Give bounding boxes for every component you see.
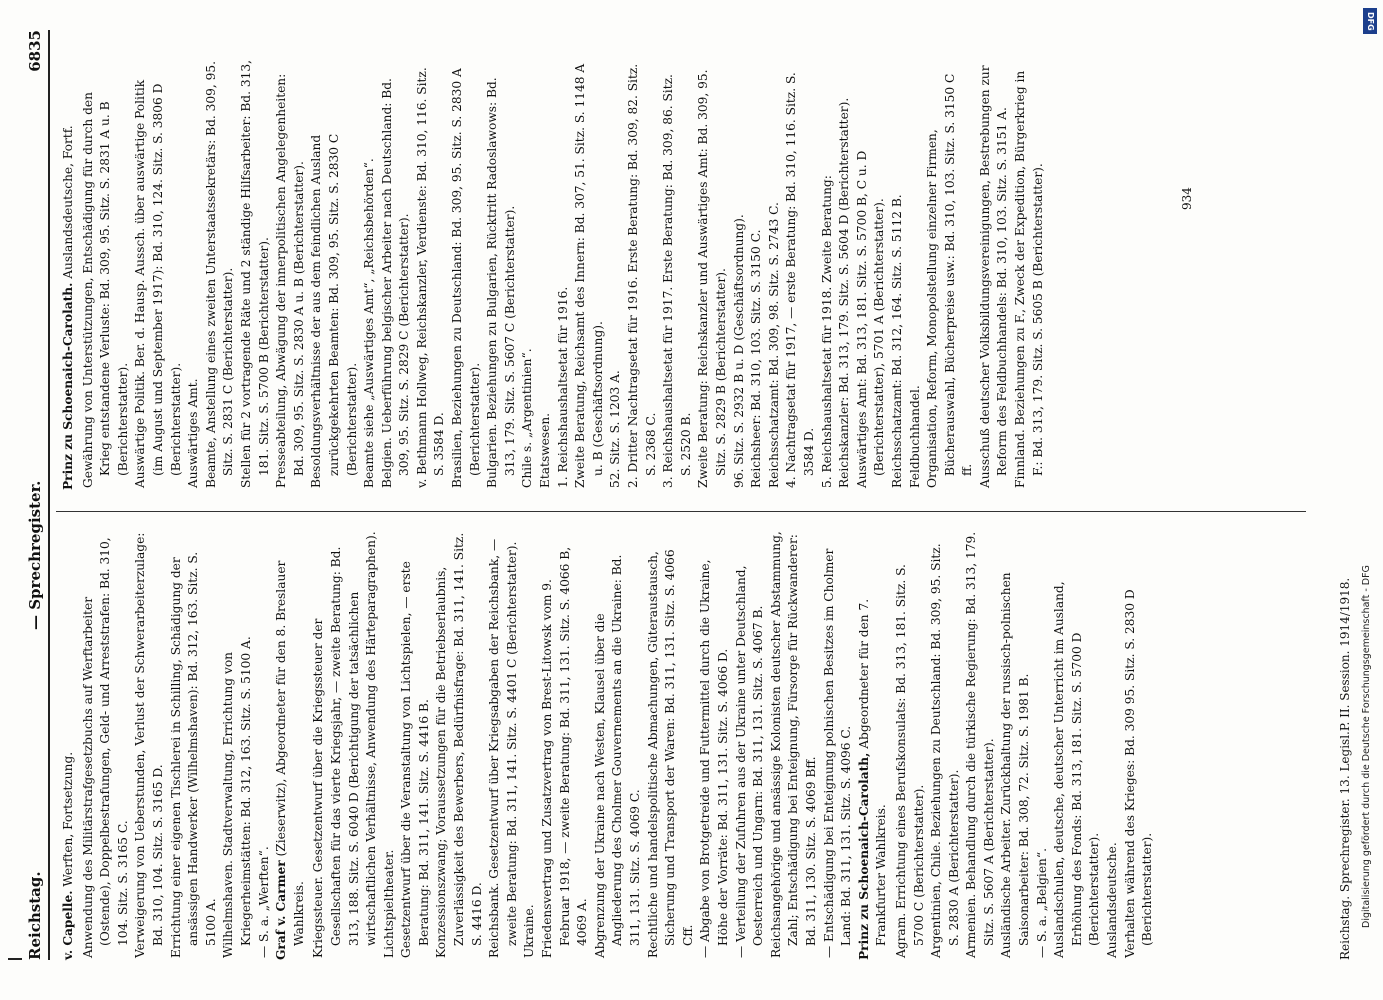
index-subentry: 5. Reichshaushaltsetat für 1918. Zweite Beratung: xyxy=(819,175,834,488)
index-subentry: Reichsschatzamt: Bd. 312, 164. Sitz. S. 5112 B. xyxy=(889,194,904,488)
index-subentry: Brasilien, Beziehungen zu Deutschland: Bd. 309, 95. Sitz. S. 2830 A (Berichterstatter). xyxy=(450,68,482,488)
index-subentry: Auslandschulen, deutsche, deutscher Unterricht im Ausland, Erhöhung des Fonds: Bd. 313, 181. Sitz. S. 5700 D (Berichterstatter). xyxy=(1052,581,1102,958)
index-subentry: Rechtliche und handelspolitische Abmachungen, Güteraustausch, Sicherung und Transport der Waren: Bd. 311, 131. Sitz. S. 4066 Cff. xyxy=(645,549,695,958)
index-subentry: Verweigerung von Ueberstunden, Verlust der Schwerarbeiterzulage: Bd. 310, 104. Sitz. S. 3165 D. xyxy=(133,532,165,958)
index-subentry: Reichsbank. Gesetzentwurf über Kriegsabgaben der Reichsbank, — zweite Beratung: Bd. 311, 141. Sitz. S. 4401 C (Berichterstatter). xyxy=(487,538,519,958)
index-subentry: Reichsschatzamt: Bd. 309, 98. Sitz. S. 2743 C. xyxy=(766,202,781,488)
index-subentry: Stellen für 2 vortragende Räte und 2 ständige Hilfsarbeiter: Bd. 313, 181. Sitz. S. 5700 B (Berichterstatter). xyxy=(238,60,271,488)
index-subentry: Verhalten während des Krieges: Bd. 309 95. Sitz. S. 2830 D (Berichterstatter). xyxy=(1122,589,1155,958)
index-subentry: Gewährung von Unterstützungen, Entschädigung für durch den Krieg entstandene Verluste: Bd. 309, 95. Sitz. S. 2831 A u. B (Berichterstatter). xyxy=(80,92,130,488)
index-subentry: Auswärtige Politik. Ber. d. Hausp. Aussch. über auswärtige Politik (im August und September 1917): Bd. 310, 124. Sitz. S. 3806 D (Berichterstatter). xyxy=(133,79,183,488)
left-column xyxy=(60,530,1157,960)
header-left: Reichstag. xyxy=(26,871,44,960)
entry-name: Prinz zu Schoenaich-Carolath, xyxy=(856,752,871,960)
index-subentry: Auswärtiges Amt: Bd. 313, 181. Sitz. S. 5700 B, C u. D (Berichterstatter), 5701 A (Berichterstatter). xyxy=(854,150,887,488)
index-subentry: Lichtspieltheater. xyxy=(381,849,396,958)
index-subentry: Ausländische Arbeiter. Zurückhaltung der russisch-polnischen Saisonarbeiter: Bd. 308, 72. Sitz. S. 1981 B. xyxy=(999,572,1032,958)
index-subentry: 2. Dritter Nachtragsetat für 1916. Erste Beratung: Bd. 309, 82. Sitz. S. 2368 C. xyxy=(626,63,658,488)
index-subentry: Konzessionszwang; Voraussetzungen für die Betriebserlaubnis, Zuverlässigkeit des Bewerbers, Bedürfnisfrage: Bd. 311, 141. Sitz. S. 4416 D. xyxy=(434,532,484,958)
index-subentry: Kriegssteuer. Gesetzentwurf über die Kriegssteuer der Gesellschaften für das vierte Kriegsjahr, — zweite Beratung: Bd. 313, 188. Sitz. S. 6040 D (Berichtigung der tatsächlichen wirtschaftlichen Verhältnisse, Anwendung des Härteparagraphen). xyxy=(311,531,379,958)
index-subentry: Reichsangehörige und ansässige Kolonisten deutscher Abstammung, Zahl; Entschädigung bei Enteignung, Fürsorge für Rückwanderer: Bd. 311, 130. Sitz. S. 4069 Bff. xyxy=(768,531,818,958)
index-subentry: Reichskanzler: Bd. 313, 179. Sitz. S. 5604 D (Berichterstatter). xyxy=(837,97,852,488)
entry-name: Graf v. Carmer xyxy=(274,860,289,960)
index-subentry: 1. Reichshaushaltsetat für 1916. xyxy=(555,286,570,488)
footer-page-number: 934 xyxy=(1180,187,1194,210)
index-subentry: Zweite Beratung, Reichsamt des Innern: Bd. 307, 51. Sitz. S. 1148 A u. B (Geschäftsordnung). xyxy=(573,63,605,488)
index-subentry: — Entschädigung bei Enteignung polnischen Besitzes im Cholmer Land: Bd. 311, 131. Sitz. S. 4096 C. xyxy=(821,548,854,958)
index-subentry: 52. Sitz. S. 1203 A. xyxy=(608,370,623,488)
index-entry xyxy=(273,530,308,960)
index-entry xyxy=(60,530,78,960)
index-entry xyxy=(856,530,891,960)
margin-mark xyxy=(8,958,22,960)
dfg-logo: DFG xyxy=(1363,8,1377,34)
index-subentry: Abgrenzung der Ukraine nach Westen, Klausel über die Angliederung des Cholmer Gouvernements an die Ukraine: Bd. 311, 131. Sitz. S. 4069 C. xyxy=(592,554,642,958)
index-subentry: Argentinien, Chile. Beziehungen zu Deutschland: Bd. 309, 95. Sitz. S. 2830 A (Berichterstatter). xyxy=(929,543,961,958)
index-subentry: Zweite Beratung: Reichskanzler und Auswärtiges Amt: Bd. 309, 95. Sitz. S. 2829 B (Berichterstatter). xyxy=(696,69,728,488)
index-subentry: Anwendung des Militärstrafgesetzbuchs auf Werftarbeiter (Ostende), Doppelbestrafungen, Geld- und Arreststrafen: Bd. 310, 104. Sitz. S. 3165 C. xyxy=(80,537,130,958)
index-subentry: Armenien. Behandlung durch die türkische Regierung: Bd. 313, 179. Sitz. S. 5607 A (Berichterstatter). xyxy=(964,531,996,958)
index-subentry: 3. Reichshaushaltsetat für 1917. Erste Beratung: Bd. 309, 86. Sitz. S. 2520 B. xyxy=(661,74,693,488)
index-subentry: Chile s. „Argentinien“. xyxy=(520,348,535,488)
index-subentry: Organisation, Reform, Monopolstellung einzelner Firmen, Bücherauswahl, Bücherpreise usw.: Bd. 310, 103. Sitz. S. 3150 C ff. xyxy=(925,73,975,488)
index-subentry: — S. a. „Werften“. xyxy=(256,846,271,958)
index-entry xyxy=(60,60,78,490)
index-subentry: Presseabteilung, Abwägung der innerpolitischen Angelegenheiten: Bd. 309, 95. Sitz. S. 2830 A u. B (Berichterstatter). xyxy=(274,73,306,488)
index-subentry: Beamte, Anstellung eines zweiten Unterstaatssekretärs: Bd. 309, 95. Sitz. S. 2831 C (Berichterstatter). xyxy=(203,60,236,488)
entry-description: (Zieserwitz), Abgeordneter für den 8. Breslauer Wahlkreis. xyxy=(274,560,306,946)
index-subentry: Ausschuß deutscher Volksbildungsvereinigungen, Bestrebungen zur Reform des Feldbuchhandels: Bd. 310, 103. Sitz. S. 3151 A. xyxy=(977,65,1010,488)
index-subentry: Friedensvertrag und Zusatzvertrag von Brest-Litowsk vom 9. Februar 1918, — zweite Beratung: Bd. 311, 131. Sitz. S. 4066 B, 4069 A. xyxy=(540,546,590,958)
header-center: — Sprechregister. xyxy=(26,480,44,630)
footer-text: Reichstag. Sprechregister. 13. Legisl.P. II. Session. 1914/1918. xyxy=(1338,577,1352,960)
index-subentry: — S. a. „Belgien“. xyxy=(1034,848,1049,958)
index-subentry: Auslandsdeutsche. xyxy=(1105,842,1120,958)
index-subentry: Etatswesen. xyxy=(538,412,553,488)
index-subentry: Finnland. Beziehungen zu F., Zweck der Expedition, Bürgerkrieg in F.: Bd. 313, 179. Sitz. S. 5605 B (Berichterstatter). xyxy=(1013,70,1045,488)
page-header xyxy=(26,30,50,960)
index-subentry: — Verteilung der Zufuhren aus der Ukraine unter Deutschland, Oesterreich und Ungarn: Bd. 311, 131. Sitz. S. 4067 B. xyxy=(733,565,766,958)
index-subentry: 4. Nachtragsetat für 1917, — erste Beratung: Bd. 310, 116. Sitz. S. 3584 D. xyxy=(784,72,816,488)
sidebar xyxy=(1361,8,1379,993)
index-subentry: Auswärtiges Amt. xyxy=(186,378,201,488)
right-column xyxy=(60,60,1047,490)
entry-description: Werften, Fortsetzung. xyxy=(61,751,75,887)
index-subentry: Bulgarien. Beziehungen zu Bulgarien, Rücktritt Radoslawows: Bd. 313, 179. Sitz. S. 5607 C (Berichterstatter). xyxy=(485,77,517,488)
entry-name: Prinz zu Schoenaich-Carolath. xyxy=(61,282,75,490)
entry-description: Abgeordneter für den 7. Frankfurter Wahlkreis. xyxy=(856,598,889,946)
entry-description: Auslandsdeutsche, Fortf. xyxy=(61,125,75,279)
digitization-credit: Digitalisierung gefördert durch die Deutsche Forschungsgemeinschaft - DFG xyxy=(1361,565,1372,928)
index-subentry: — Abgabe von Brotgetreide und Futtermittel durch die Ukraine, Höhe der Vorräte: Bd. 311, 131. Sitz. S. 4066 D. xyxy=(698,559,730,958)
index-subentry: v. Bethmann Hollweg, Reichskanzler, Verdienste: Bd. 310, 116. Sitz. S. 3584 D. xyxy=(414,67,447,488)
index-subentry: Belgien. Ueberführung belgischer Arbeiter nach Deutschland: Bd. 309, 95. Sitz. S. 2829 C (Berichterstatter). xyxy=(379,78,412,488)
index-subentry: Beamte siehe „Auswärtiges Amt“, „Reichsbehörden“. xyxy=(362,158,377,488)
index-subentry: Wilhelmshaven. Stadtverwaltung, Errichtung von Kriegerheimstätten: Bd. 312, 163. Sitz. S. 5100 A. xyxy=(221,636,253,958)
index-subentry: Reichsheer: Bd. 310, 103. Sitz. S. 3150 C. xyxy=(749,229,764,488)
index-subentry: Besoldungsverhältnisse der aus dem feindlichen Ausland zurückgekehrten Beamten: Bd. 309, 95. Sitz. S. 2830 C (Berichterstatter). xyxy=(309,133,359,488)
page-number-top: 6835 xyxy=(26,30,44,72)
index-subentry: Gesetzentwurf über die Veranstaltung von Lichtspielen, — erste Beratung: Bd. 311, 141. Sitz. S. 4416 B. xyxy=(399,561,431,958)
index-subentry: Feldbuchhandel. xyxy=(907,385,922,488)
column-divider xyxy=(56,511,1306,512)
index-subentry: Agram. Errichtung eines Berufskonsulats: Bd. 313, 181. Sitz. S. 5700 C (Berichterstatter). xyxy=(893,564,926,958)
entry-name: v. Capelle. xyxy=(61,890,75,960)
index-subentry: Errichtung einer eigenen Tischlerei in Schilling, Schädigung der ansässigen Handwerker (Wilhelmshaven): Bd. 312, 163. Sitz. S. 5100 A. xyxy=(168,551,218,958)
index-subentry: Ukraine. xyxy=(522,904,537,958)
index-subentry: 96. Sitz. S. 2932 B u. D (Geschäftsordnung). xyxy=(731,214,746,488)
